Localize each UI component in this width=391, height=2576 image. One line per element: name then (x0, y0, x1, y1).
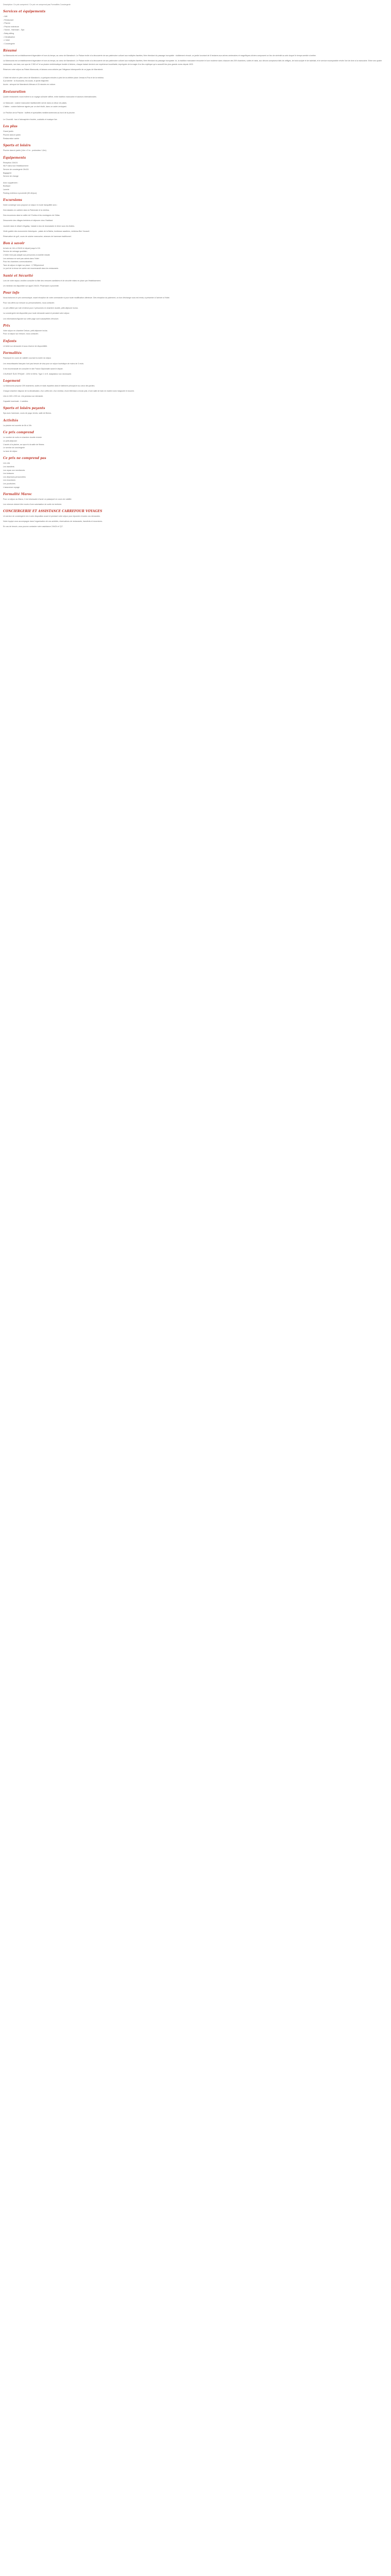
bon-line: L'hôtel n'est pas adapté aux personnes à mobilité réduite (3, 254, 50, 257)
formalites-title: Formalités (3, 351, 22, 355)
services-item: • Sauna - Hammam - Spa (3, 28, 388, 32)
conciergerie-paragraph: Un service de conciergerie est à votre disposition avant et pendant votre séjour pour répondre à toutes vos demandes. (3, 515, 101, 518)
restauration-line: Quatre restaurants vous invitent à un voyage culinaire raffiné, entre tradition marocaine et saveurs internationales. (3, 95, 97, 98)
comprend-item: Le nombre de nuits en chambre double choisie (3, 436, 42, 439)
comprend-item: La taxe de séjour (3, 450, 18, 452)
resume-paragraph: Réservez votre séjour au Palais Mamounia, et laissez-vous séduire par l'élégance intemporelle de ce joyau de Marrakech. (3, 68, 104, 71)
info-title: Pour info (3, 291, 20, 295)
bon-line: Le port de la tenue de soirée est recommandé dans les restaurants (3, 267, 58, 270)
formalites-paragraph: COURANT ÉLECTRIQUE : 220V et 50Hz. Type C et E. Adaptateur non nécessaire. (3, 372, 72, 375)
sante-paragraph: Lors de votre séjour, veuillez consulter la liste des mesures sanitaires et de sécurité mises en place par l'établissement. (3, 280, 101, 282)
logement-paragraph: La Mamounia propose 209 chambres, suites et riads réparties dans le bâtiment principal et au cœur des jardins. (3, 384, 95, 387)
plus-item: Piscine dans le jardin (3, 134, 21, 137)
non-comprend-item: Les repas non mentionnés (3, 469, 25, 471)
sports-payants-title: Sports et loisirs payants (3, 406, 45, 411)
info-line: L'hôtel est situé en plein cœur de Marrakech, à quelques minutes à pied de la célèbre place Jemaa el-Fna et de la médina. (3, 76, 104, 79)
services-item: • Climatisation (3, 36, 388, 39)
resume-title: Résumé (3, 49, 17, 53)
formalites-paragraph: Il est recommandé de consulter le site France Diplomatie avant le départ. (3, 367, 63, 370)
excursions-paragraph: Visite guidée des monuments historiques : palais de la Bahia, tombeaux saadiens, médersa Ben Youssef. (3, 230, 90, 232)
info-paragraph: Le prix affiché par nuit s'entend pour 2 personnes en chambre double, petit-déjeuner inclus. (3, 307, 78, 310)
plus-title: Les plus (3, 125, 18, 129)
excursions-paragraph: Des excursions dans la vallée de l'Ourika et les montagnes de l'Atlas. (3, 214, 60, 217)
restauration-title: Restauration (3, 90, 26, 94)
conciergerie-title: CONCIERGERIE ET ASSISTANCE CARREFOUR VOYAGES (3, 510, 103, 514)
services-item: • Baby-sitting (3, 32, 388, 36)
info-line: Accès : aéroport de Marrakech-Ménara à 15 minutes en voiture. (3, 83, 56, 86)
excursions-paragraph: Notre concierge vous propose un séjour en toute tranquillité avec : (3, 204, 58, 207)
equipements-extra: Laverie (3, 189, 9, 191)
sports-item: Piscine dans le jardin (14m x 5 m - profondeur 1,6m) (3, 149, 46, 152)
restauration-line: Le Marocain : cuisine marocaine traditionnelle servie dans un décor de palais. (3, 102, 67, 105)
resume-paragraph: La Mamounia est un établissement légendaire et hors du temps, au cœur de Marrakech. Le Palace invite à la découverte de son patrimoine culturel aux multiples facettes, fière étendard du passage incroyable : visiblement rénové, un jardin luxuriant de 8 hectares aux arbres centenaires et magnifiques oliviers composent un lieu de sérénité au sein duquel le temps semble s'arrêter. (3, 55, 316, 57)
equipements-extra: Avec supplément : (3, 181, 19, 184)
bon-line: Arrivée de 14h à 23h30 et départ jusqu'à 12h (3, 247, 40, 249)
info-paragraph: La conciergerie est disponible pour toute demande avant et pendant votre séjour. (3, 312, 70, 315)
equipements-item: Bagagerie (3, 172, 12, 174)
services-title: Services et équipements (3, 10, 46, 13)
non-comprend-item: Les vols (3, 462, 10, 465)
logement-title: Logement (3, 379, 21, 383)
formule-paragraph: Pour un séjour au Maroc, il est nécessaire d'avoir un passeport en cours de validité. (3, 498, 72, 501)
logement-paragraph: Capacité maximale : 4 adultes. (3, 400, 29, 403)
equipements-extra: Boutique (3, 185, 11, 188)
services-item: • Piscine extérieure (3, 25, 388, 29)
services-list (3, 15, 388, 45)
bon-line: Les animaux ne sont pas admis dans l'hôtel (3, 257, 39, 260)
prix-line: Votre séjour en chambre Deluxe, petit-déjeuner inclus. (3, 329, 48, 332)
excursions-paragraph: Réservation de golf, cours de cuisine marocaine, séances de hammam traditionnel. (3, 235, 72, 238)
logement-paragraph: Lits en 160 x 200 cm. Lits jumeaux sur demande. (3, 395, 44, 397)
excursions-paragraph: Découverte des villages berbères et déjeuner chez l'habitant. (3, 219, 54, 222)
plus-item: Restauration variée (3, 137, 20, 140)
services-item: • Wifi (3, 15, 388, 19)
bon-title: Bon à savoir (3, 241, 25, 245)
non-comprend-title: Ce prix ne comprend pas (3, 456, 46, 461)
excursions-paragraph: Des balades en calèche dans la Palmeraie et la médina. (3, 209, 50, 212)
equipements-item: Wi-Fi dans tout l'établissement (3, 165, 28, 167)
conciergerie-paragraph: En cas de besoin, vous pouvez contacter notre assistance 24h/24 et 7j/7. (3, 526, 63, 528)
info-paragraph: Pour nos offres sur mesure ou personnalisées, nous contacter. (3, 302, 55, 304)
page (0, 0, 391, 529)
non-comprend-item: Les dépenses personnelles (3, 476, 26, 478)
intro-breadcrumb: Description: Ce prix comprend / Ce prix ne comprend pas Formalités Conciergerie (3, 4, 71, 6)
enfants-title: Enfants (3, 339, 17, 343)
excursions-title: Excursions (3, 198, 22, 202)
bon-line: Pour les chambres communicantes : (3, 261, 34, 263)
activites-line: La piscine est ouverte de 8h à 19h. (3, 424, 32, 427)
restauration-line: Le Pavillon de la Piscine : buffets et spécialités méditerranéennes au bord de la piscine. (3, 112, 75, 114)
prix-line: Pour un séjour sur mesure, nous contacter. (3, 333, 39, 335)
equipements-item: Réception 24h/24 (3, 161, 18, 164)
equipements-item: Service de conciergerie 24h/24 (3, 168, 29, 171)
formule-title: Formalité Maroc (3, 493, 32, 497)
restauration-line: L'Italien : cuisine italienne signée par un chef étoilé, dans un cadre verdoyant. (3, 105, 67, 108)
prix-title: Prix (3, 324, 10, 328)
sports-payants-line: Spa avec hammam, cours de yoga, tennis, salle de fitness. (3, 412, 52, 415)
equipements-item: Service de change (3, 175, 19, 178)
info-paragraph: Les informations figurant sur cette page sont susceptibles d'évoluer. (3, 317, 59, 320)
services-item: • Conciergerie (3, 42, 388, 46)
info-paragraph: Nous facturons le prix communiqué, avant réception de votre commande ni pour toute modification ultérieure. Dès réception du paiement, un bon d'échange vous est remis, à présenter à l'arrivée à l'hôtel. (3, 297, 170, 299)
resume-paragraph: La Mamounia est un établissement légendaire et hors du temps, au cœur de Marrakech. Le Palace invite à la découverte de son patrimoine culturel aux multiples facettes, fière étendard du passage incroyable. Ici, la tradition marocaine rencontre le luxe moderne dans chacune des 209 chambres, suites et riads, aux décors somptueux faits de zelliges, de bois sculpté et de tadelakt, et le service incomparable révèle l'art de vivre à la marocaine. Entre ses quatre restaurants, ses bars, son spa de 2 500 m² et sa piscine emblématique bordée d'oliviers, chaque instant devient une expérience inoubliable, imprégnée de la magie d'un lieu mythique qui a accueilli les plus grands noms depuis 1923. (3, 60, 382, 65)
logement-paragraph: Chaque chambre dispose de la climatisation, d'un coffre-fort, d'un minibar, d'une télévision à écran plat, d'une salle de bain en marbre avec baignoire et douche. (3, 389, 135, 392)
bon-line: Service de ménage quotidien (3, 250, 27, 253)
non-comprend-item: L'assurance voyage (3, 486, 20, 488)
bon-line: Taxe de séjour à régler sur place : 2,75€/pers/nuit (3, 264, 44, 266)
info-line: À proximité : la Koutoubia, les souks, le jardin Majorelle. (3, 80, 50, 82)
comprend-item: L'accès à la piscine, au spa et à la salle de fitness (3, 443, 44, 446)
formalites-paragraph: Passeport en cours de validité couvrant la durée du séjour. (3, 357, 52, 360)
sante-paragraph: Un médecin est disponible sur appel 24h/24. Pharmacie à proximité. (3, 285, 59, 287)
enfants-line: Lit bébé sur demande et sous réserve de disponibilité. (3, 345, 48, 347)
activites-title: Activités (3, 418, 19, 422)
sante-title: Santé et Sécurité (3, 274, 34, 278)
conciergerie-paragraph: Notre équipe vous accompagne dans l'organisation de vos activités, réservations de restaurants, transferts et excursions. (3, 520, 103, 523)
comprend-item: Le service de conciergerie (3, 447, 25, 449)
plus-item: Grand jardin (3, 130, 13, 133)
non-comprend-item: Les excursions (3, 479, 15, 482)
comprend-item: Le petit-déjeuner (3, 439, 17, 442)
services-item: • Piscine (3, 22, 388, 25)
services-item: • L'hôtel (3, 39, 388, 42)
non-comprend-item: Les transferts (3, 465, 14, 468)
services-item: • Restaurant (3, 19, 388, 22)
comprend-title: Ce prix comprend (3, 431, 34, 435)
restauration-line: Le Churchill : bar à l'atmosphère feutrée, cocktails et musique live. (3, 118, 58, 121)
formalites-paragraph: Les ressortissants français n'ont pas besoin de visa pour un séjour touristique de moins de 3 mois. (3, 362, 84, 365)
non-comprend-item: Les pourboires (3, 482, 15, 485)
sports-title: Sports et loisirs (3, 144, 31, 148)
equipements-extra: Parking extérieur à proximité (50 dh/jour) (3, 192, 37, 194)
excursions-paragraph: Journée dans le désert d'Agafay : balade à dos de dromadaire et dîner sous les étoiles. (3, 225, 75, 227)
non-comprend-item: Les boissons (3, 472, 14, 475)
equipements-title: Équipements (3, 156, 26, 160)
formule-paragraph: Les mineurs doivent être munis d'une autorisation de sortie du territoire. (3, 503, 62, 506)
